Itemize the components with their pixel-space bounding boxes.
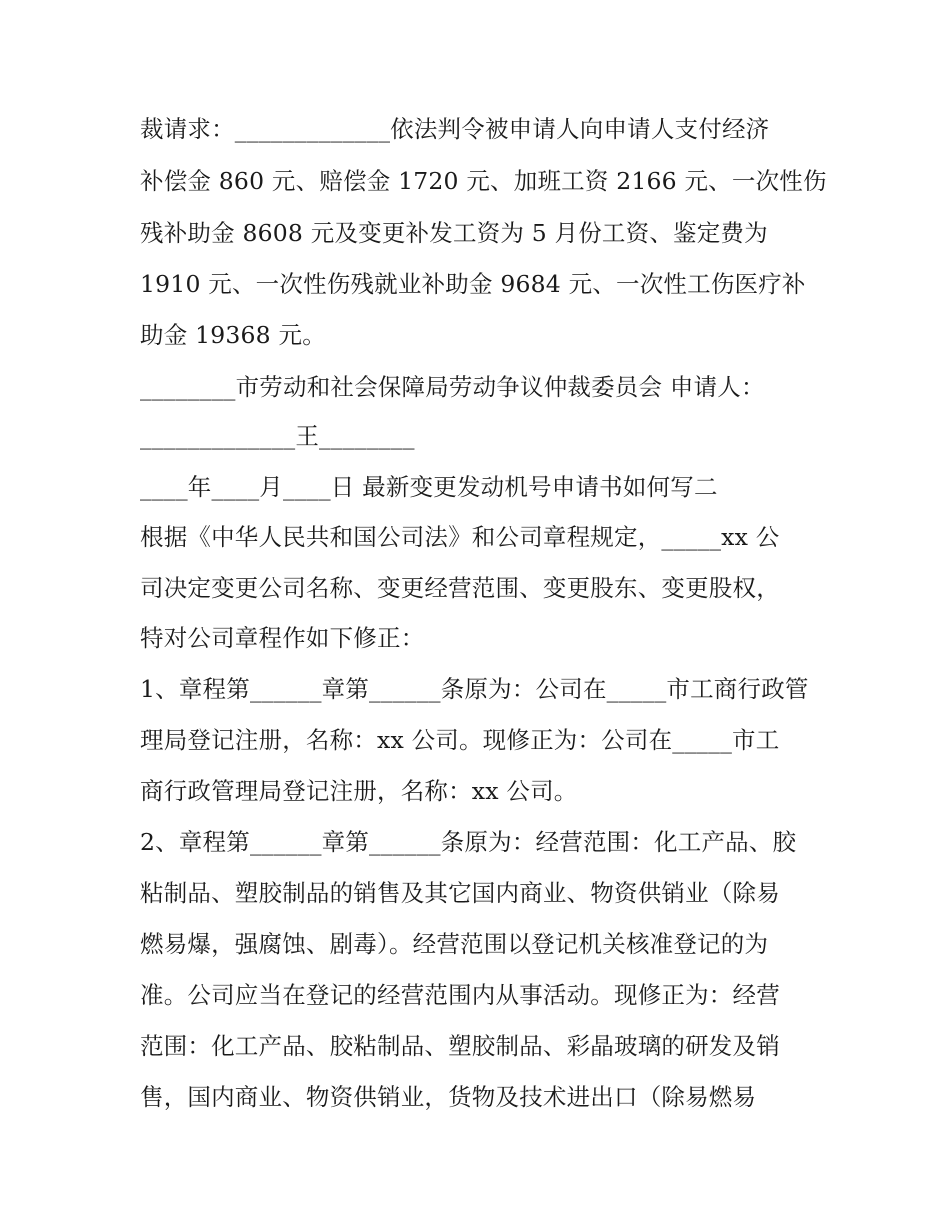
text-line: 理局登记注册，名称：xx 公司。现修正为：公司在_____市工	[140, 726, 780, 754]
text-line: 1910 元、一次性伤残就业补助金 9684 元、一次性工伤医疗补	[140, 270, 806, 298]
text-line: 裁请求：_____________依法判令被申请人向申请人支付经济	[140, 115, 770, 143]
text-line: 燃易爆，强腐蚀、剧毒）。经营范围以登记机关核准登记的为	[140, 930, 769, 958]
text-line: 1、章程第______章第______条原为：公司在_____市工商行政管	[140, 675, 809, 703]
text-line: 补偿金 860 元、赔偿金 1720 元、加班工资 2166 元、一次性伤	[140, 167, 827, 195]
text-line: ________市劳动和社会保障局劳动争议仲裁委员会 申请人：	[140, 373, 765, 401]
text-line: 商行政管理局登记注册，名称：xx 公司。	[140, 777, 578, 805]
text-line: 2、章程第______章第______条原为：经营范围：化工产品、胶	[140, 828, 797, 856]
text-line: ____年____月____日 最新变更发动机号申请书如何写二	[140, 473, 718, 501]
text-line: 助金 19368 元。	[140, 321, 326, 349]
text-line: 特对公司章程作如下修正：	[140, 624, 425, 652]
text-line: _____________王________	[140, 422, 415, 450]
text-line: 残补助金 8608 元及变更补发工资为 5 月份工资、鉴定费为	[140, 219, 768, 247]
text-line: 售，国内商业、物资供销业，货物及技术进出口（除易燃易	[140, 1083, 757, 1111]
text-line: 根据《中华人民共和国公司法》和公司章程规定，_____xx 公	[140, 523, 780, 551]
text-line: 粘制品、塑胶制品的销售及其它国内商业、物资供销业（除易	[140, 879, 780, 907]
text-line: 司决定变更公司名称、变更经营范围、变更股东、变更股权，	[140, 574, 780, 602]
text-line: 范围：化工产品、胶粘制品、塑胶制品、彩晶玻璃的研发及销	[140, 1032, 780, 1060]
text-line: 准。公司应当在登记的经营范围内从事活动。现修正为：经营	[140, 981, 780, 1009]
